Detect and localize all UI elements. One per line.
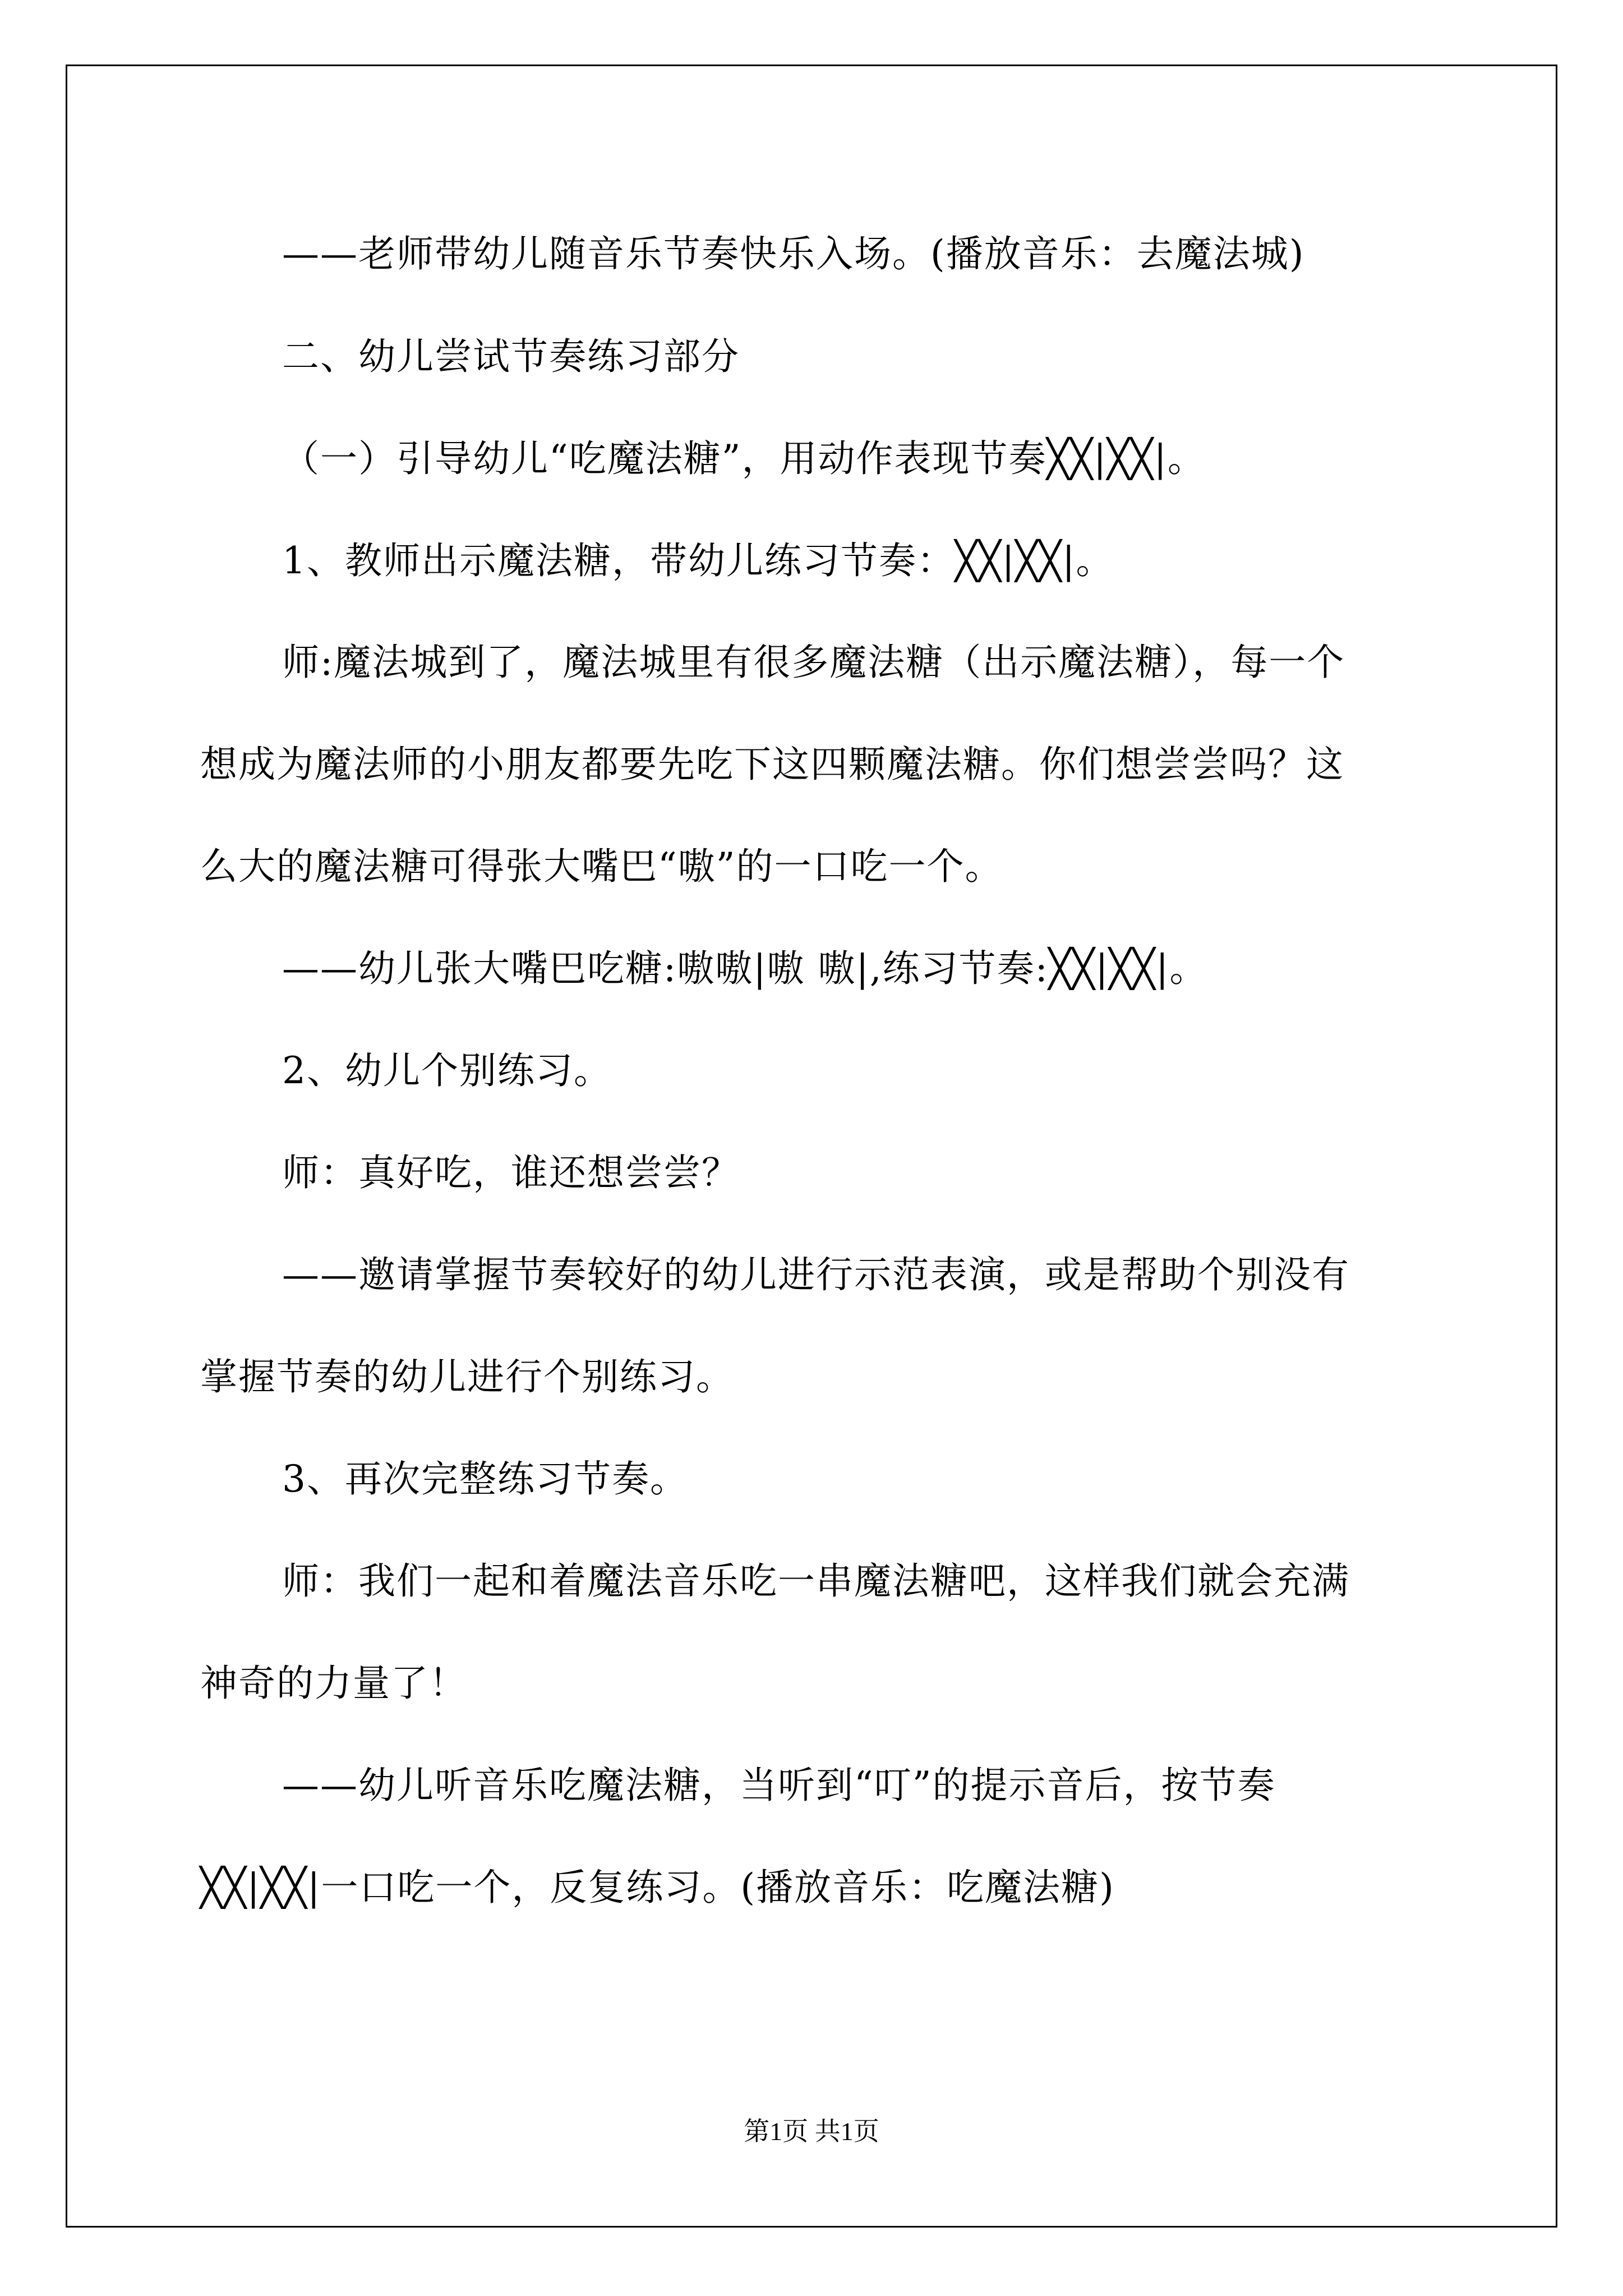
text-line: 师：真好吃，谁还想尝尝？ (282, 1151, 740, 1194)
text-line: ——邀请掌握节奏较好的幼儿进行示范表演，或是帮助个别没有 (282, 1253, 1350, 1296)
text-line: 掌握节奏的幼儿进行个别练习。 (200, 1355, 734, 1398)
text-line: ——老师带幼儿随音乐节奏快乐入场。(播放音乐：去魔法城) (282, 232, 1305, 275)
section-heading: 二、幼儿尝试节奏练习部分 (282, 335, 740, 378)
step-heading: 1、教师出示魔法糖，带幼儿练习节奏：╳╳|╳╳|。 (282, 539, 1114, 582)
page-footer: 第1页 共1页 (744, 2117, 879, 2146)
text-line: 师:魔法城到了，魔法城里有很多魔法糖（出示魔法糖），每一个 (282, 641, 1345, 684)
text-line: 想成为魔法师的小朋友都要先吃下这四颗魔法糖。你们想尝尝吗？这 (200, 743, 1344, 786)
text-line: ——幼儿张大嘴巴吃糖:嗷嗷|嗷 嗷|,练习节奏:╳╳|╳╳|。 (282, 947, 1208, 990)
step-heading: 2、幼儿个别练习。 (282, 1049, 612, 1092)
text-line: 神奇的力量了！ (200, 1662, 467, 1705)
step-heading: 3、再次完整练习节奏。 (282, 1457, 688, 1501)
subsection-heading: （一）引导幼儿“吃魔法糖”，用动作表现节奏╳╳|╳╳|。 (282, 437, 1206, 480)
text-line: ╳╳|╳╳|一口吃一个，反复练习。(播放音乐：吃魔法糖) (200, 1866, 1115, 1909)
text-line: 师：我们一起和着魔法音乐吃一串魔法糖吧，这样我们就会充满 (282, 1559, 1350, 1603)
text-line: 么大的魔法糖可得张大嘴巴“嗷”的一口吃一个。 (200, 845, 1003, 888)
text-line: ——幼儿听音乐吃魔法糖，当听到“叮”的提示音后，按节奏 (282, 1764, 1276, 1807)
